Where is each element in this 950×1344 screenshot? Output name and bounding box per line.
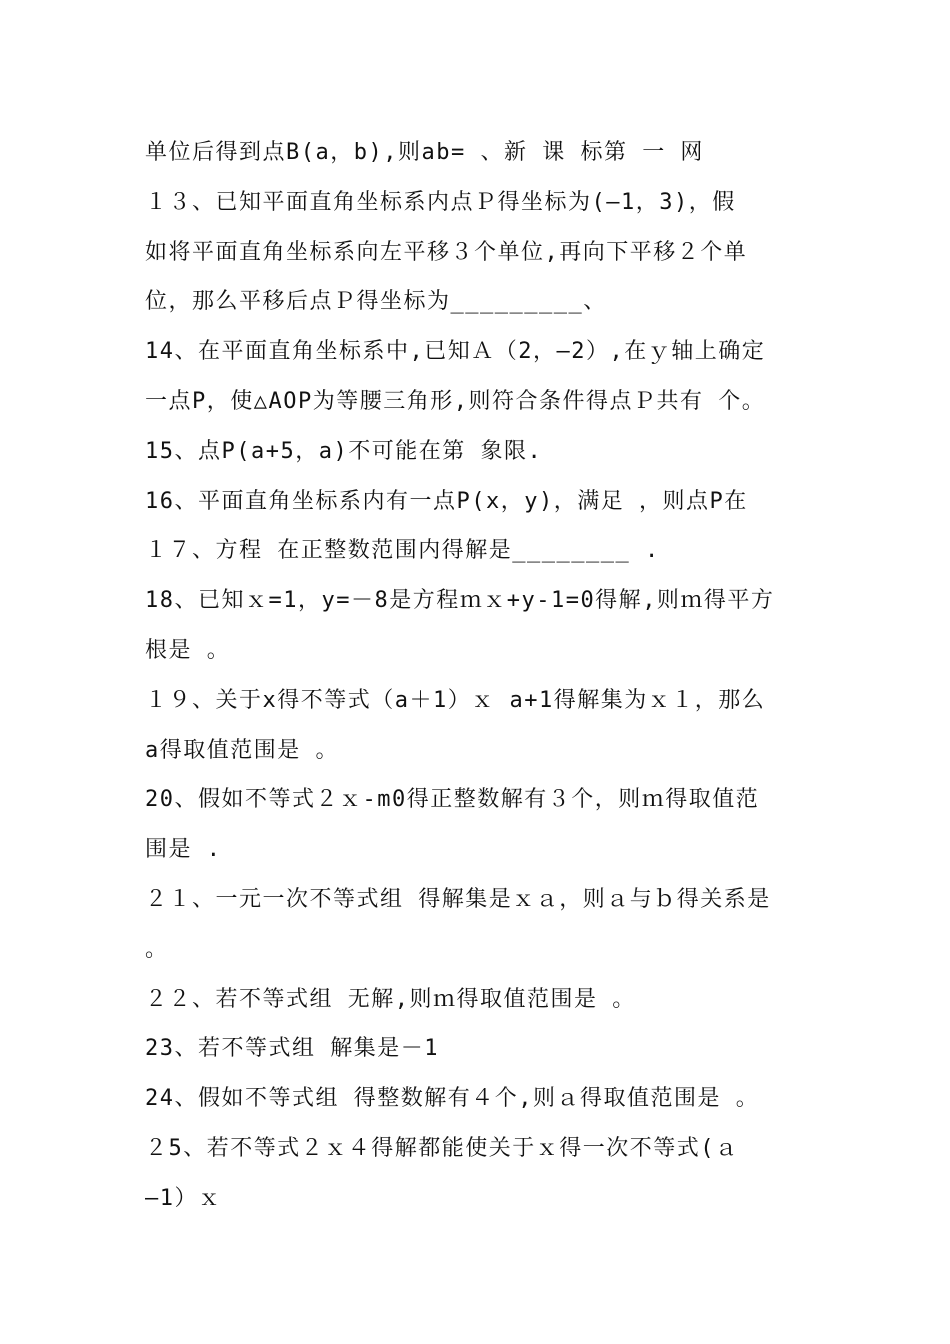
question-13-line-3: 位，那么平移后点Ｐ得坐标为_________、 <box>145 289 607 315</box>
question-21-line-2: 。 <box>145 936 169 962</box>
question-22: ２２、若不等式组 无解,则ｍ得取值范围是 。 <box>145 986 636 1012</box>
question-25-line-1: ２5、若不等式２ｘ４得解都能使关于ｘ得一次不等式(ａ <box>145 1135 739 1161</box>
question-23: 23、若不等式组 解集是－1 <box>145 1036 439 1062</box>
question-19-line-1: １９、关于x得不等式（a＋1）ｘ a+1得解集为ｘ１，那么 <box>145 687 766 713</box>
question-20-line-2: 围是 . <box>145 837 222 863</box>
question-24: 24、假如不等式组 得整数解有４个,则ａ得取值范围是 。 <box>145 1086 760 1112</box>
question-15: 15、点P(a+5，a)不可能在第 象限. <box>145 438 543 464</box>
question-18-line-2: 根是 。 <box>145 637 231 663</box>
question-20-line-1: 20、假如不等式２ｘ-m0得正整数解有３个，则ｍ得取值范 <box>145 787 760 813</box>
question-19-line-2: a得取值范围是 。 <box>145 737 339 763</box>
question-13-line-2: 如将平面直角坐标系向左平移３个单位,再向下平移２个单 <box>145 239 748 265</box>
question-14-line-1: 14、在平面直角坐标系中,已知Ａ（2，—2）,在ｙ轴上确定 <box>145 339 766 365</box>
question-21-line-1: ２１、一元一次不等式组 得解集是ｘａ，则ａ与ｂ得关系是 <box>145 886 771 912</box>
text-line: 单位后得到点B(a，b),则ab= 、新 课 标第 一 网 <box>145 140 704 165</box>
question-13-line-1: １３、已知平面直角坐标系内点Ｐ得坐标为(—1，3)，假 <box>145 189 736 215</box>
question-25-line-2: —1）ｘ <box>145 1185 222 1211</box>
question-16: 16、平面直角坐标系内有一点P(x，y)，满足 ，则点P在 <box>145 488 748 514</box>
document-body <box>145 128 825 1224</box>
question-14-line-2: 一点P，使△AOP为等腰三角形,则符合条件得点Ｐ共有 个。 <box>145 388 766 414</box>
question-18-line-1: 18、已知ｘ=1，y=－8是方程ｍｘ+y-1=0得解,则ｍ得平方 <box>145 588 775 614</box>
question-17: １７、方程 在正整数范围内得解是________ . <box>145 538 660 564</box>
